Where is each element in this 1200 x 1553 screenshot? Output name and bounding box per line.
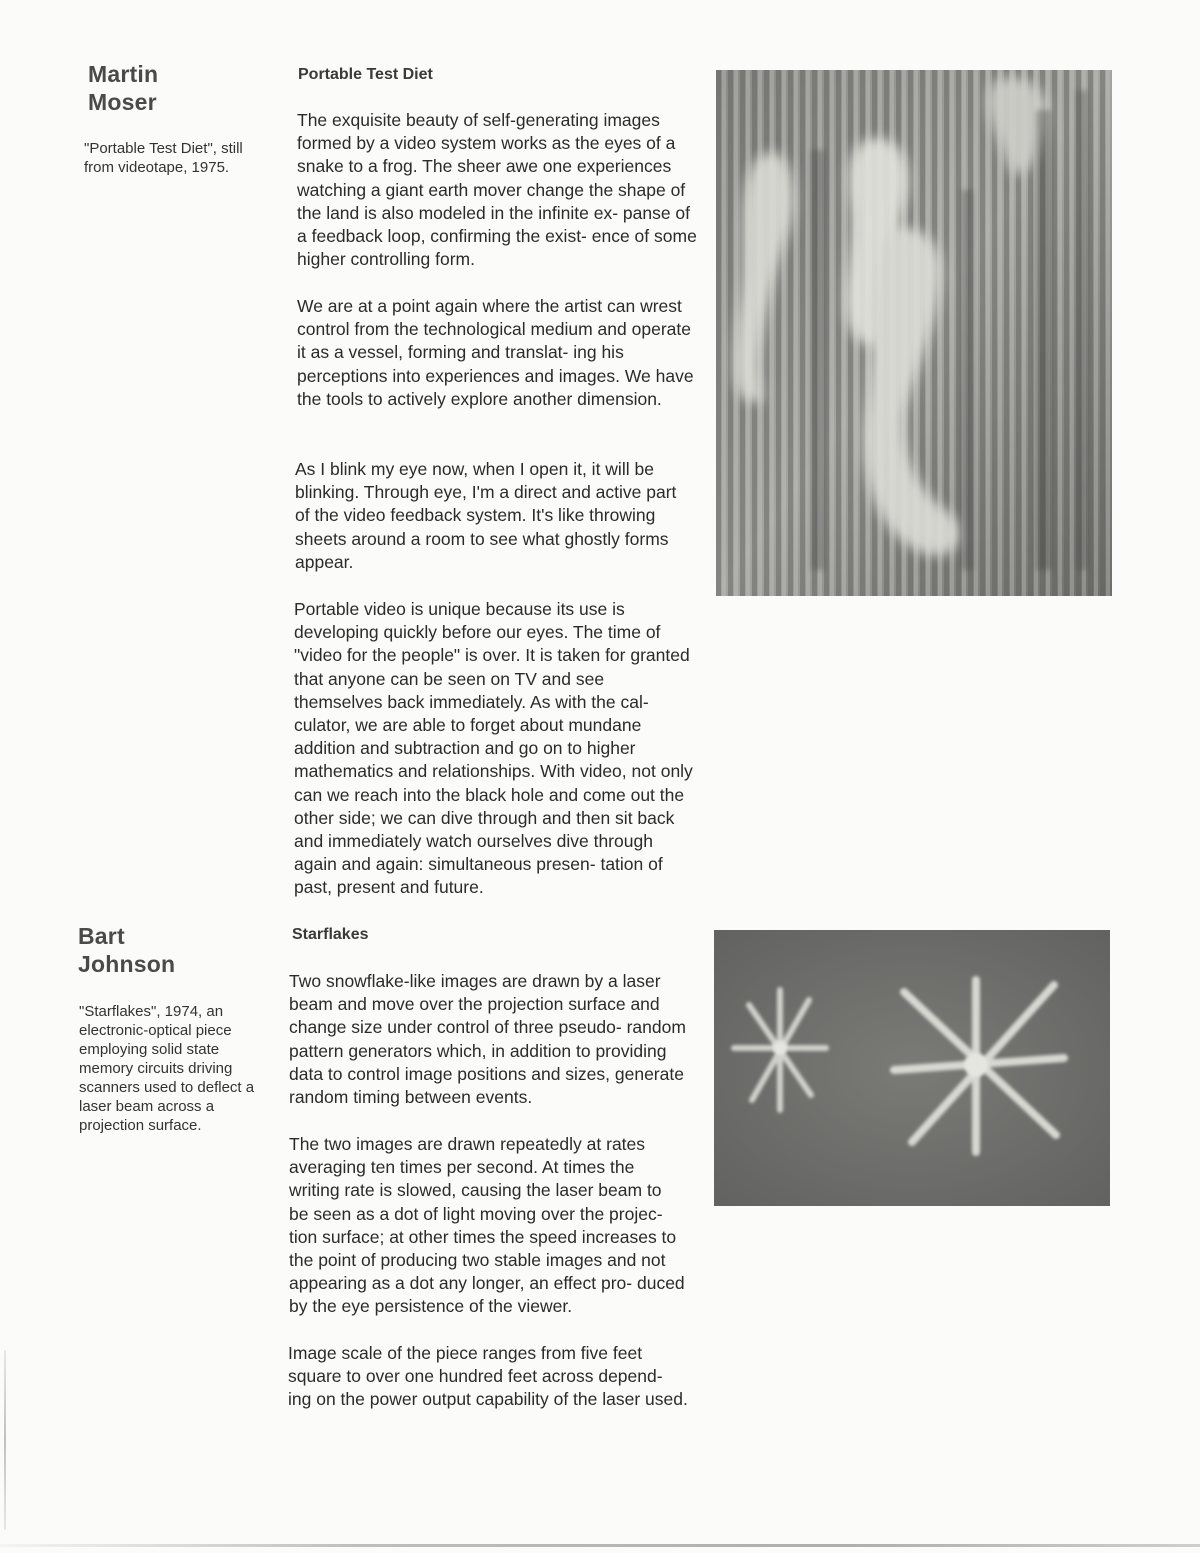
section-title-portable-test-diet: Portable Test Diet [298,66,433,83]
section-title-starflakes: Starflakes [292,926,369,943]
paragraph: The two images are drawn repeatedly at rates averaging ten times per second. At times the writing rate is slowed, causing the laser beam to be seen as a dot of light moving over the projec- tion surface; at other times the speed increases to the point of producing two stable images and not appearing as a dot any longer, an effect pro- duced by the eye persistence of the viewer. [289,1134,685,1317]
video-feedback-image [716,70,1112,596]
paragraph: Image scale of the piece ranges from five feet square to over one hundred feet across depend- ing on the power output capability of the laser used. [288,1343,688,1410]
paragraph: We are at a point again where the artist can wrest control from the technological medium and operate it as a vessel, forming and translat- ing his perceptions into experiences and images. We have the tools to actively explore another dimension. [297,296,694,409]
artist-last-name: Moser [88,89,157,115]
paragraph: The exquisite beauty of self-generating images formed by a video system works as the eyes of a snake to a frog. The sheer awe one experiences watching a giant earth mover change the shape of the land is also modeled in the infinite ex- panse of a feedback loop, confirming the exist- ence of some higher controlling form. [297,110,697,270]
page-edge-shadow-bottom [0,1544,1200,1547]
page-edge-shadow-left [4,1350,6,1530]
artist-name-martin-moser [88,60,158,116]
video-still-photo [716,70,1112,596]
laser-starflakes-image [714,930,1110,1206]
artwork-caption: "Starflakes", 1974, an electronic-optical piece employing solid state memory circuits driving scanners used to deflect a laser beam across a projection surface. [79,1003,255,1134]
artist-first-name: Bart [78,923,125,949]
paragraph: Two snowflake-like images are drawn by a laser beam and move over the projection surface and change size under control of three pseudo- random pattern generators which, in addition to providing data to control image positions and sizes, generate random timing between events. [289,971,686,1108]
artist-name-bart-johnson [78,922,175,978]
artist-first-name: Martin [88,61,159,87]
starflakes-photo [714,930,1110,1206]
paragraph: Portable video is unique because its use is developing quickly before our eyes. The time of "video for the people" is over. It is taken for granted that anyone can be seen on TV and see themselves back immediately. As with the cal- culator, we are able to forget about mundane addition and subtraction and go on to higher mathematics and relationships. With video, not only can we reach into the black hole and come out the other side; we can dive through and then sit back and immediately watch ourselves dive through again and again: simultaneous presen- tation of past, present and future. [294,599,693,898]
paragraph: As I blink my eye now, when I open it, it will be blinking. Through eye, I'm a direct and active part of the video feedback system. It's like throwing sheets around a room to see what ghostly forms appear. [295,459,677,572]
artwork-caption: "Portable Test Diet", still from videotape, 1975. [84,140,243,176]
artist-last-name: Johnson [78,951,176,977]
